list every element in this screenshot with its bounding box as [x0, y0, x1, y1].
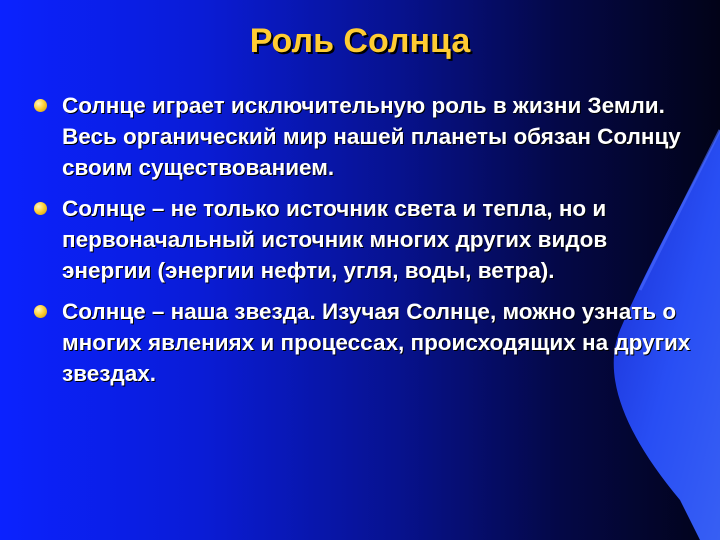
bullet-text: Солнце – наша звезда. Изучая Солнце, можно узнать о многих явлениях и процессах, происходящих на других звездах.	[62, 299, 691, 386]
slide-title: Роль Солнца	[249, 22, 471, 60]
bullet-item-1	[32, 90, 702, 183]
bullet-dot-icon	[34, 99, 47, 112]
bullet-item-3	[32, 296, 702, 389]
bullet-text: Солнце играет исключительную роль в жизни Земли. Весь органический мир нашей планеты обязан Солнцу своим существованием.	[62, 93, 681, 180]
bullet-dot-icon	[34, 305, 47, 318]
bullet-dot-icon	[34, 202, 47, 215]
bullet-text: Солнце – не только источник света и тепла, но и первоначальный источник многих других видов энергии (энергии нефти, угля, воды, ветра).	[62, 196, 608, 283]
bullet-list	[32, 90, 702, 399]
bullet-item-2	[32, 193, 702, 286]
